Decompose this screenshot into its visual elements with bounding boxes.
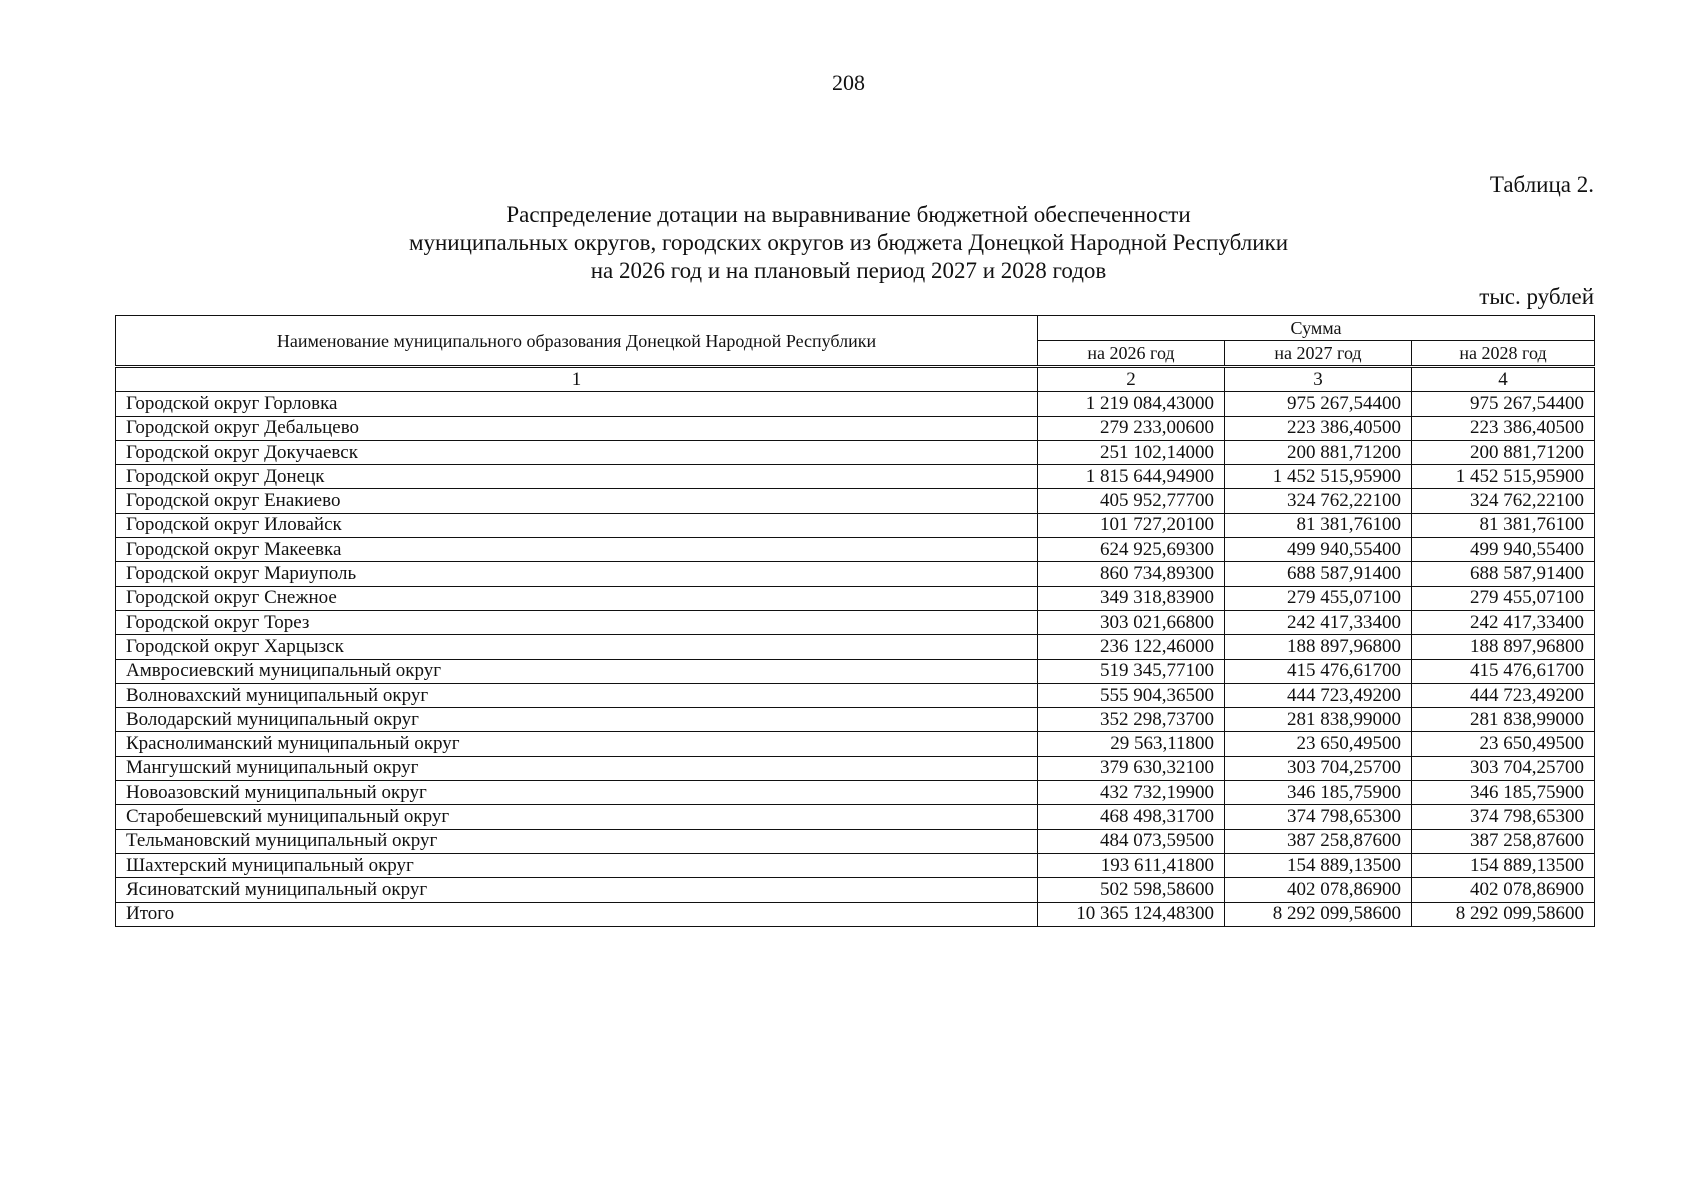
table-header <box>115 315 1595 366</box>
amount-2027-cell: 154 889,13500 <box>1225 853 1412 877</box>
amount-2028-cell: 374 798,65300 <box>1412 805 1595 829</box>
amount-2027-cell: 23 650,49500 <box>1225 732 1412 756</box>
amount-2028-cell: 415 476,61700 <box>1412 659 1595 683</box>
amount-2026-cell: 10 365 124,48300 <box>1038 902 1225 926</box>
amount-2027-cell: 499 940,55400 <box>1225 538 1412 562</box>
amount-2027-cell: 374 798,65300 <box>1225 805 1412 829</box>
amount-2028-cell: 154 889,13500 <box>1412 853 1595 877</box>
sum-group-header: Сумма <box>1038 316 1595 341</box>
municipality-name-cell: Городской округ Макеевка <box>116 538 1038 562</box>
municipality-name-cell: Городской округ Харцызск <box>116 635 1038 659</box>
amount-2026-cell: 484 073,59500 <box>1038 829 1225 853</box>
municipality-name-cell: Амвросиевский муниципальный округ <box>116 659 1038 683</box>
table-row <box>116 489 1595 513</box>
column-number: 4 <box>1412 368 1595 392</box>
column-number: 2 <box>1038 368 1225 392</box>
table-row <box>116 732 1595 756</box>
amount-2028-cell: 1 452 515,95900 <box>1412 465 1595 489</box>
table-row <box>116 853 1595 877</box>
table-row <box>116 465 1595 489</box>
name-column-header: Наименование муниципального образования Донецкой Народной Республики <box>116 316 1038 366</box>
table-row <box>116 610 1595 634</box>
municipality-name-cell: Городской округ Иловайск <box>116 513 1038 537</box>
title-line: муниципальных округов, городских округов из бюджета Донецкой Народной Республики <box>408 230 1289 255</box>
amount-2027-cell: 975 267,54400 <box>1225 392 1412 416</box>
municipality-name-cell: Тельмановский муниципальный округ <box>116 829 1038 853</box>
municipality-name-cell: Городской округ Горловка <box>116 392 1038 416</box>
amount-2026-cell: 303 021,66800 <box>1038 610 1225 634</box>
amount-2028-cell: 402 078,86900 <box>1412 878 1595 902</box>
table-label: Таблица 2. <box>1489 172 1594 197</box>
table-row <box>116 586 1595 610</box>
municipality-name-cell: Городской округ Мариуполь <box>116 562 1038 586</box>
municipality-name-cell: Новоазовский муниципальный округ <box>116 781 1038 805</box>
year-2026-header: на 2026 год <box>1038 341 1225 366</box>
amount-2026-cell: 405 952,77700 <box>1038 489 1225 513</box>
units-label: тыс. рублей <box>1479 284 1594 309</box>
municipality-name-cell: Волновахский муниципальный округ <box>116 683 1038 707</box>
amount-2026-cell: 349 318,83900 <box>1038 586 1225 610</box>
municipality-name-cell: Ясиноватский муниципальный округ <box>116 878 1038 902</box>
amount-2027-cell: 281 838,99000 <box>1225 708 1412 732</box>
amount-2027-cell: 303 704,25700 <box>1225 756 1412 780</box>
amount-2028-cell: 23 650,49500 <box>1412 732 1595 756</box>
year-2028-header: на 2028 год <box>1412 341 1595 366</box>
total-row <box>116 902 1595 926</box>
table-row <box>116 878 1595 902</box>
amount-2026-cell: 519 345,77100 <box>1038 659 1225 683</box>
table-row <box>116 708 1595 732</box>
amount-2028-cell: 223 386,40500 <box>1412 416 1595 440</box>
amount-2027-cell: 387 258,87600 <box>1225 829 1412 853</box>
amount-2026-cell: 555 904,36500 <box>1038 683 1225 707</box>
column-number-row <box>116 368 1595 392</box>
title-line: на 2026 год и на плановый период 2027 и 2028 годов <box>590 258 1107 283</box>
amount-2028-cell: 444 723,49200 <box>1412 683 1595 707</box>
amount-2027-cell: 223 386,40500 <box>1225 416 1412 440</box>
column-number: 3 <box>1225 368 1412 392</box>
amount-2026-cell: 860 734,89300 <box>1038 562 1225 586</box>
municipality-name-cell: Городской округ Енакиево <box>116 489 1038 513</box>
table-row <box>116 392 1595 416</box>
table-row <box>116 440 1595 464</box>
table-row <box>116 756 1595 780</box>
amount-2028-cell: 188 897,96800 <box>1412 635 1595 659</box>
amount-2027-cell: 1 452 515,95900 <box>1225 465 1412 489</box>
table-row <box>116 683 1595 707</box>
amount-2026-cell: 1 815 644,94900 <box>1038 465 1225 489</box>
table-row <box>116 829 1595 853</box>
municipality-name-cell: Итого <box>116 902 1038 926</box>
amount-2027-cell: 200 881,71200 <box>1225 440 1412 464</box>
amount-2026-cell: 1 219 084,43000 <box>1038 392 1225 416</box>
amount-2026-cell: 379 630,32100 <box>1038 756 1225 780</box>
amount-2026-cell: 193 611,41800 <box>1038 853 1225 877</box>
amount-2028-cell: 8 292 099,58600 <box>1412 902 1595 926</box>
amount-2028-cell: 324 762,22100 <box>1412 489 1595 513</box>
amount-2028-cell: 81 381,76100 <box>1412 513 1595 537</box>
table-row <box>116 513 1595 537</box>
amount-2027-cell: 415 476,61700 <box>1225 659 1412 683</box>
municipality-name-cell: Городской округ Докучаевск <box>116 440 1038 464</box>
amount-2026-cell: 279 233,00600 <box>1038 416 1225 440</box>
amount-2028-cell: 975 267,54400 <box>1412 392 1595 416</box>
table-row <box>116 805 1595 829</box>
amount-2026-cell: 352 298,73700 <box>1038 708 1225 732</box>
amount-2026-cell: 624 925,69300 <box>1038 538 1225 562</box>
municipality-name-cell: Краснолиманский муниципальный округ <box>116 732 1038 756</box>
amount-2027-cell: 81 381,76100 <box>1225 513 1412 537</box>
municipality-name-cell: Городской округ Снежное <box>116 586 1038 610</box>
amount-2028-cell: 242 417,33400 <box>1412 610 1595 634</box>
amount-2028-cell: 387 258,87600 <box>1412 829 1595 853</box>
amount-2028-cell: 303 704,25700 <box>1412 756 1595 780</box>
amount-2027-cell: 688 587,91400 <box>1225 562 1412 586</box>
amount-2028-cell: 499 940,55400 <box>1412 538 1595 562</box>
amount-2026-cell: 432 732,19900 <box>1038 781 1225 805</box>
title-line: Распределение дотации на выравнивание бюджетной обеспеченности <box>506 202 1191 227</box>
amount-2027-cell: 346 185,75900 <box>1225 781 1412 805</box>
amount-2026-cell: 502 598,58600 <box>1038 878 1225 902</box>
amount-2028-cell: 281 838,99000 <box>1412 708 1595 732</box>
table-row <box>116 659 1595 683</box>
municipality-name-cell: Володарский муниципальный округ <box>116 708 1038 732</box>
amount-2028-cell: 346 185,75900 <box>1412 781 1595 805</box>
amount-2027-cell: 324 762,22100 <box>1225 489 1412 513</box>
table-row <box>116 562 1595 586</box>
amount-2028-cell: 279 455,07100 <box>1412 586 1595 610</box>
page-number: 208 <box>832 70 865 95</box>
municipality-name-cell: Мангушский муниципальный округ <box>116 756 1038 780</box>
municipality-name-cell: Городской округ Донецк <box>116 465 1038 489</box>
amount-2026-cell: 468 498,31700 <box>1038 805 1225 829</box>
amount-2028-cell: 688 587,91400 <box>1412 562 1595 586</box>
amount-2027-cell: 242 417,33400 <box>1225 610 1412 634</box>
amount-2028-cell: 200 881,71200 <box>1412 440 1595 464</box>
amount-2027-cell: 444 723,49200 <box>1225 683 1412 707</box>
amount-2027-cell: 279 455,07100 <box>1225 586 1412 610</box>
municipality-name-cell: Старобешевский муниципальный округ <box>116 805 1038 829</box>
amount-2027-cell: 188 897,96800 <box>1225 635 1412 659</box>
municipality-name-cell: Шахтерский муниципальный округ <box>116 853 1038 877</box>
amount-2027-cell: 8 292 099,58600 <box>1225 902 1412 926</box>
column-number: 1 <box>116 368 1038 392</box>
amount-2027-cell: 402 078,86900 <box>1225 878 1412 902</box>
allocation-table <box>115 367 1595 927</box>
amount-2026-cell: 251 102,14000 <box>1038 440 1225 464</box>
municipality-name-cell: Городской округ Торез <box>116 610 1038 634</box>
municipality-name-cell: Городской округ Дебальцево <box>116 416 1038 440</box>
table-body <box>116 368 1595 927</box>
year-2027-header: на 2027 год <box>1225 341 1412 366</box>
table-row <box>116 635 1595 659</box>
amount-2026-cell: 236 122,46000 <box>1038 635 1225 659</box>
amount-2026-cell: 29 563,11800 <box>1038 732 1225 756</box>
table-title <box>0 201 1697 285</box>
table-row <box>116 538 1595 562</box>
amount-2026-cell: 101 727,20100 <box>1038 513 1225 537</box>
table-row <box>116 416 1595 440</box>
table-row <box>116 781 1595 805</box>
